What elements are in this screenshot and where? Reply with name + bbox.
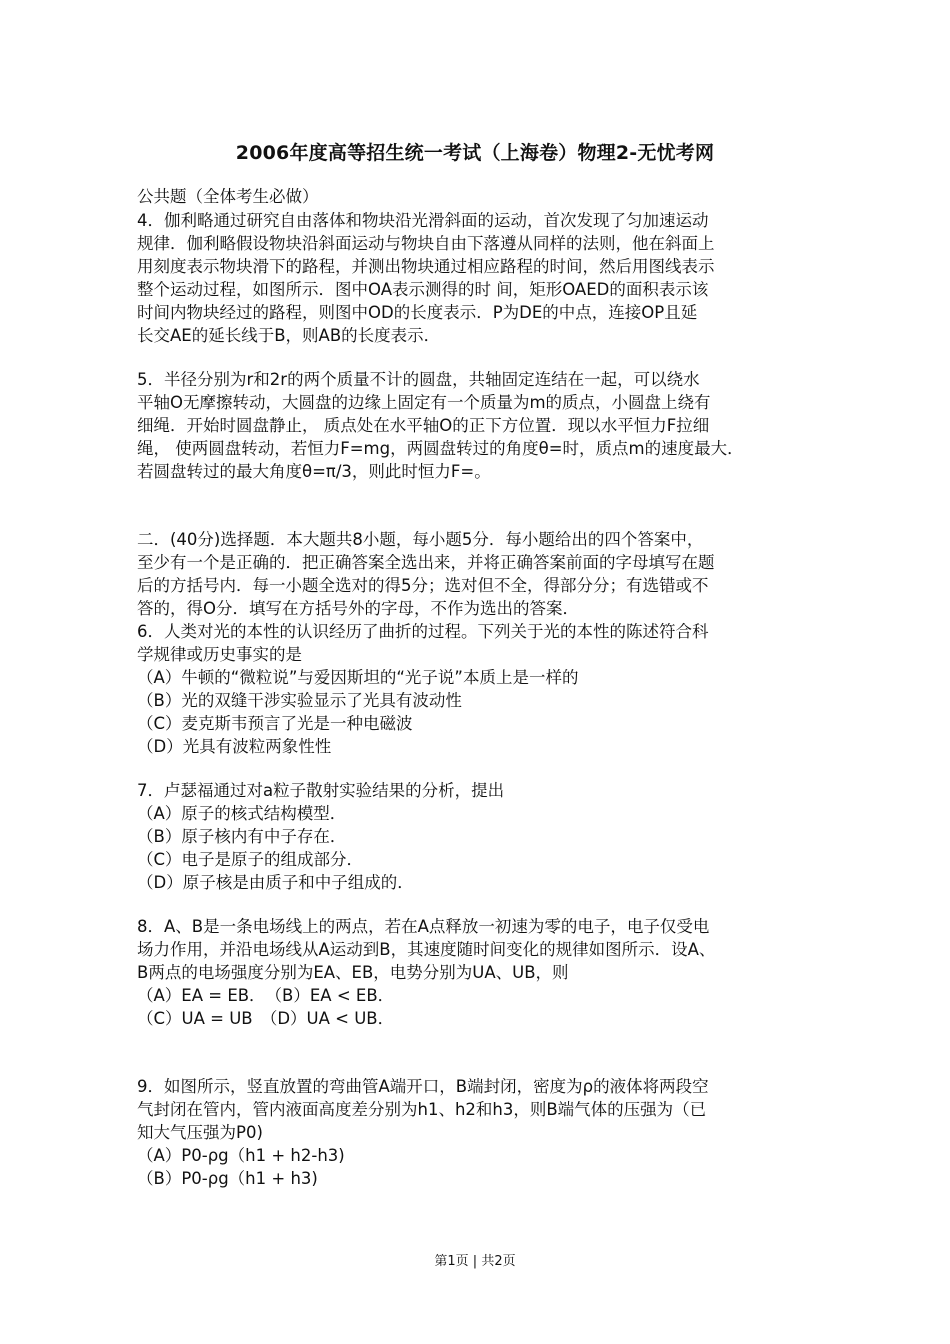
q8-line: 8．A、B是一条电场线上的两点，若在A点释放一初速为零的电子，电子仅受电	[137, 917, 710, 936]
q5-line: 5．半径分别为r和2r的两个质量不计的圆盘，共轴固定连结在一起，可以绕水	[137, 370, 700, 389]
q4-line: 时间内物块经过的路程，则图中OD的长度表示．P为DE的中点，连接OP且延	[137, 303, 698, 322]
q7-option: （D）原子核是由质子和中子组成的．	[137, 873, 414, 892]
q7-option: （A）原子的核式结构模型．	[137, 804, 347, 823]
q5-line: 平轴O无摩擦转动，大圆盘的边缘上固定有一个质量为m的质点，小圆盘上绕有	[137, 393, 711, 412]
q9-option: （A）P0-ρg（h1 + h2-h3)	[137, 1146, 345, 1165]
q8-line: 场力作用，并沿电场线从A运动到B，其速度随时间变化的规律如图所示．设A、	[137, 940, 716, 959]
q8-option: （C）UA = UB （D）UA < UB．	[137, 1009, 395, 1028]
q5-line: 细绳．开始时圆盘静止， 质点处在水平轴O的正下方位置．现以水平恒力F拉细	[137, 416, 710, 435]
section2-line: 答的，得O分．填写在方括号外的字母，不作为选出的答案．	[137, 599, 579, 618]
q6-line: 学规律或历史事实的是	[137, 645, 302, 664]
q6-option: （C）麦克斯韦预言了光是一种电磁波	[137, 714, 413, 733]
page-footer: 第1页 | 共2页	[434, 1254, 516, 1269]
q4-line: 4．伽利略通过研究自由落体和物块沿光滑斜面的运动，首次发现了匀加速运动	[137, 211, 709, 230]
q4-line: 规律．伽利略假设物块沿斜面运动与物块自由下落遵从同样的法则，他在斜面上	[137, 234, 715, 253]
q7-option: （C）电子是原子的组成部分．	[137, 850, 364, 869]
section-public-heading: 公共题（全体考生必做）	[137, 187, 319, 206]
q6-option: （D）光具有波粒两象性性	[137, 737, 332, 756]
section2-line: 至少有一个是正确的．把正确答案全选出来，并将正确答案前面的字母填写在题	[137, 553, 715, 572]
q8-option: （A）EA = EB． （B）EA < EB．	[137, 986, 395, 1005]
q5-line: 若圆盘转过的最大角度θ=π/3，则此时恒力F=。	[137, 462, 491, 481]
section2-line: 后的方括号内．每一小题全选对的得5分；选对但不全，得部分分；有选错或不	[137, 576, 709, 595]
q4-line: 用刻度表示物块滑下的路程，并测出物块通过相应路程的时间，然后用图线表示	[137, 257, 715, 276]
q6-option: （A）牛顿的“微粒说”与爱因斯坦的“光子说”本质上是一样的	[137, 668, 579, 687]
q7-option: （B）原子核内有中子存在．	[137, 827, 347, 846]
q9-line: 9．如图所示，竖直放置的弯曲管A端开口，B端封闭，密度为ρ的液体将两段空	[137, 1077, 709, 1096]
q9-option: （B）P0-ρg（h1 + h3)	[137, 1169, 318, 1188]
q9-line: 知大气压强为P0)	[137, 1123, 263, 1142]
q8-line: B两点的电场强度分别为EA、EB，电势分别为UA、UB，则	[137, 963, 569, 982]
q4-line: 整个运动过程，如图所示．图中OA表示测得的时 间，矩形OAED的面积表示该	[137, 280, 709, 299]
section2-line: 二．(40分)选择题．本大题共8小题，每小题5分．每小题给出的四个答案中，	[137, 530, 704, 549]
q6-option: （B）光的双缝干涉实验显示了光具有波动性	[137, 691, 462, 710]
q7-line: 7．卢瑟福通过对a粒子散射实验结果的分析，提出	[137, 781, 505, 800]
q4-line: 长交AE的延长线于B，则AB的长度表示．	[137, 326, 441, 345]
q5-line: 绳， 使两圆盘转动，若恒力F=mg，两圆盘转过的角度θ=时，质点m的速度最大．	[137, 439, 744, 458]
q9-line: 气封闭在管内，管内液面高度差分别为h1、h2和h3，则B端气体的压强为（已	[137, 1100, 707, 1119]
document-title: 2006年度高等招生统一考试（上海卷）物理2-无忧考网	[235, 142, 715, 164]
q6-line: 6．人类对光的本性的认识经历了曲折的过程。下列关于光的本性的陈述符合科	[137, 622, 709, 641]
